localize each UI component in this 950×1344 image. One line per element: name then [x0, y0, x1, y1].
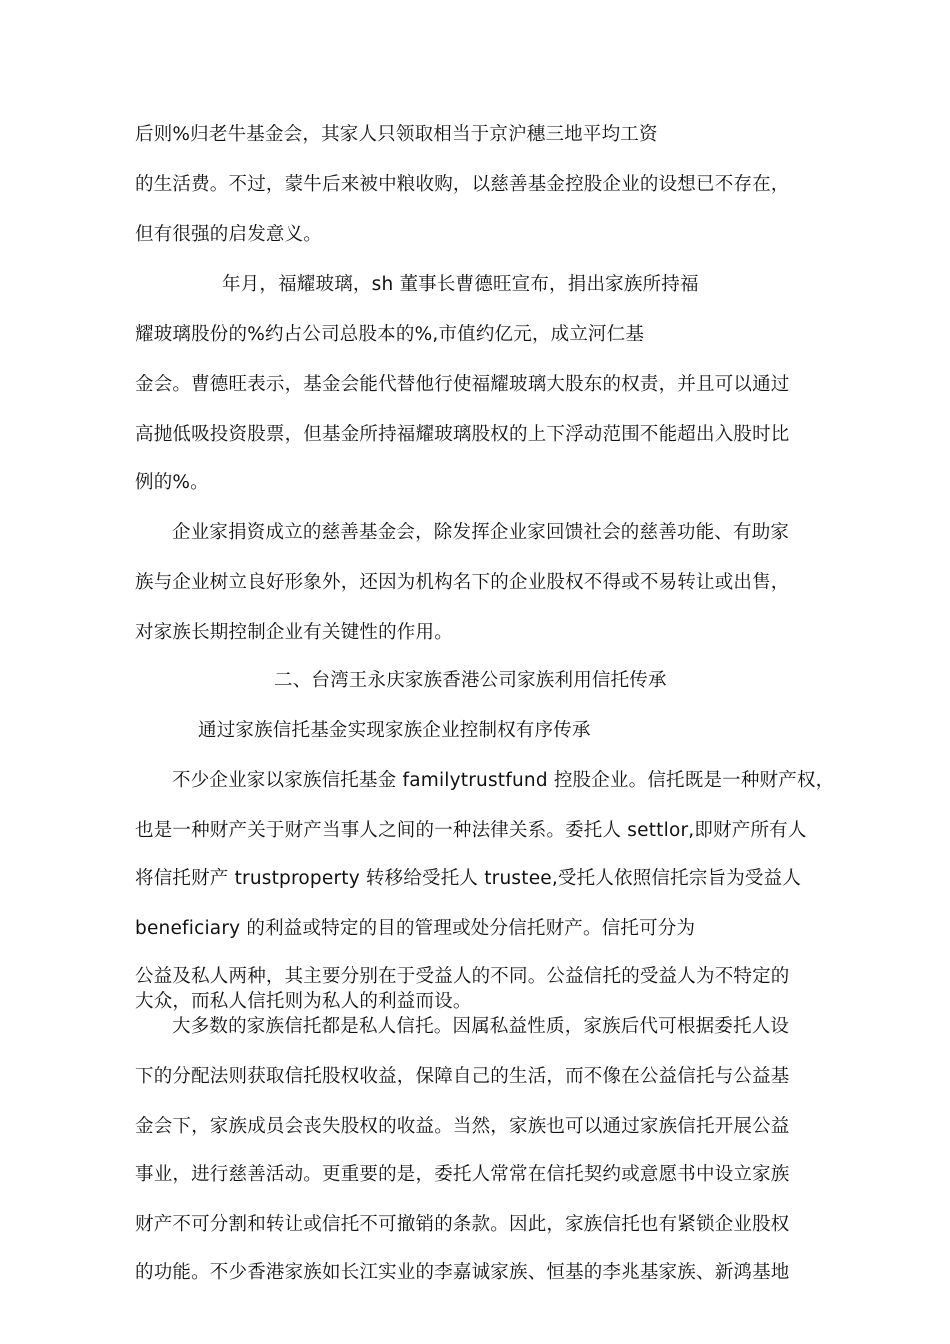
text-line: 下的分配法则获取信托股权收益，保障自己的生活，而不像在公益信托与公益基 — [135, 1066, 790, 1087]
text-line: 的功能。不少香港家族如长江实业的李嘉诚家族、恒基的李兆基家族、新鸿基地 — [135, 1262, 790, 1283]
text-line: 耀玻璃股份的%约占公司总股本的%,市值约亿元，成立河仁基 — [135, 324, 645, 345]
text-line: 族与企业树立良好形象外，还因为机构名下的企业股权不得或不易转让或出售， — [135, 572, 790, 593]
text-line: 高抛低吸投资股票，但基金所持福耀玻璃股权的上下浮动范围不能超出入股时比 — [135, 424, 790, 445]
text-line: 对家族长期控制企业有关键性的作用。 — [135, 622, 453, 643]
subsection-heading: 通过家族信托基金实现家族企业控制权有序传承 — [198, 720, 591, 741]
text-line: 事业，进行慈善活动。更重要的是，委托人常常在信托契约或意愿书中设立家族 — [135, 1164, 790, 1185]
text-line: beneficiary 的利益或特定的目的管理或处分信托财产。信托可分为 — [135, 918, 696, 939]
text-line: 将信托财产 trustproperty 转移给受托人 trustee,受托人依照信托宗旨为受益人 — [135, 868, 802, 889]
text-line: 年月，福耀玻璃，sh 董事长曹德旺宣布，捐出家族所持福 — [222, 274, 699, 295]
text-line: 企业家捐资成立的慈善基金会，除发挥企业家回馈社会的慈善功能、有助家 — [172, 522, 790, 543]
text-line: 公益及私人两种，其主要分别在于受益人的不同。公益信托的受益人为不特定的 — [135, 966, 790, 987]
text-line: 例的%。 — [135, 472, 209, 493]
section-heading: 二、台湾王永庆家族香港公司家族利用信托传承 — [274, 670, 667, 691]
text-line: 但有很强的启发意义。 — [135, 224, 323, 245]
text-line: 的生活费。不过，蒙牛后来被中粮收购，以慈善基金控股企业的设想已不存在， — [135, 174, 790, 195]
text-line: 大多数的家族信托都是私人信托。因属私益性质，家族后代可根据委托人设 — [172, 1016, 790, 1037]
text-line: 也是一种财产关于财产当事人之间的一种法律关系。委托人 settlor,即财产所有人 — [135, 820, 807, 841]
text-line: 不少企业家以家族信托基金 familytrustfund 控股企业。信托既是一种财产权， — [172, 770, 835, 791]
text-line: 大众，而私人信托则为私人的利益而设。 — [135, 991, 472, 1012]
text-line: 后则%归老牛基金会，其家人只领取相当于京沪穗三地平均工资 — [135, 124, 658, 145]
text-line: 金会下，家族成员会丧失股权的收益。当然，家族也可以通过家族信托开展公益 — [135, 1116, 790, 1137]
text-line: 金会。曹德旺表示，基金会能代替他行使福耀玻璃大股东的权责，并且可以通过 — [135, 374, 790, 395]
text-line: 财产不可分割和转让或信托不可撤销的条款。因此，家族信托也有紧锁企业股权 — [135, 1214, 790, 1235]
